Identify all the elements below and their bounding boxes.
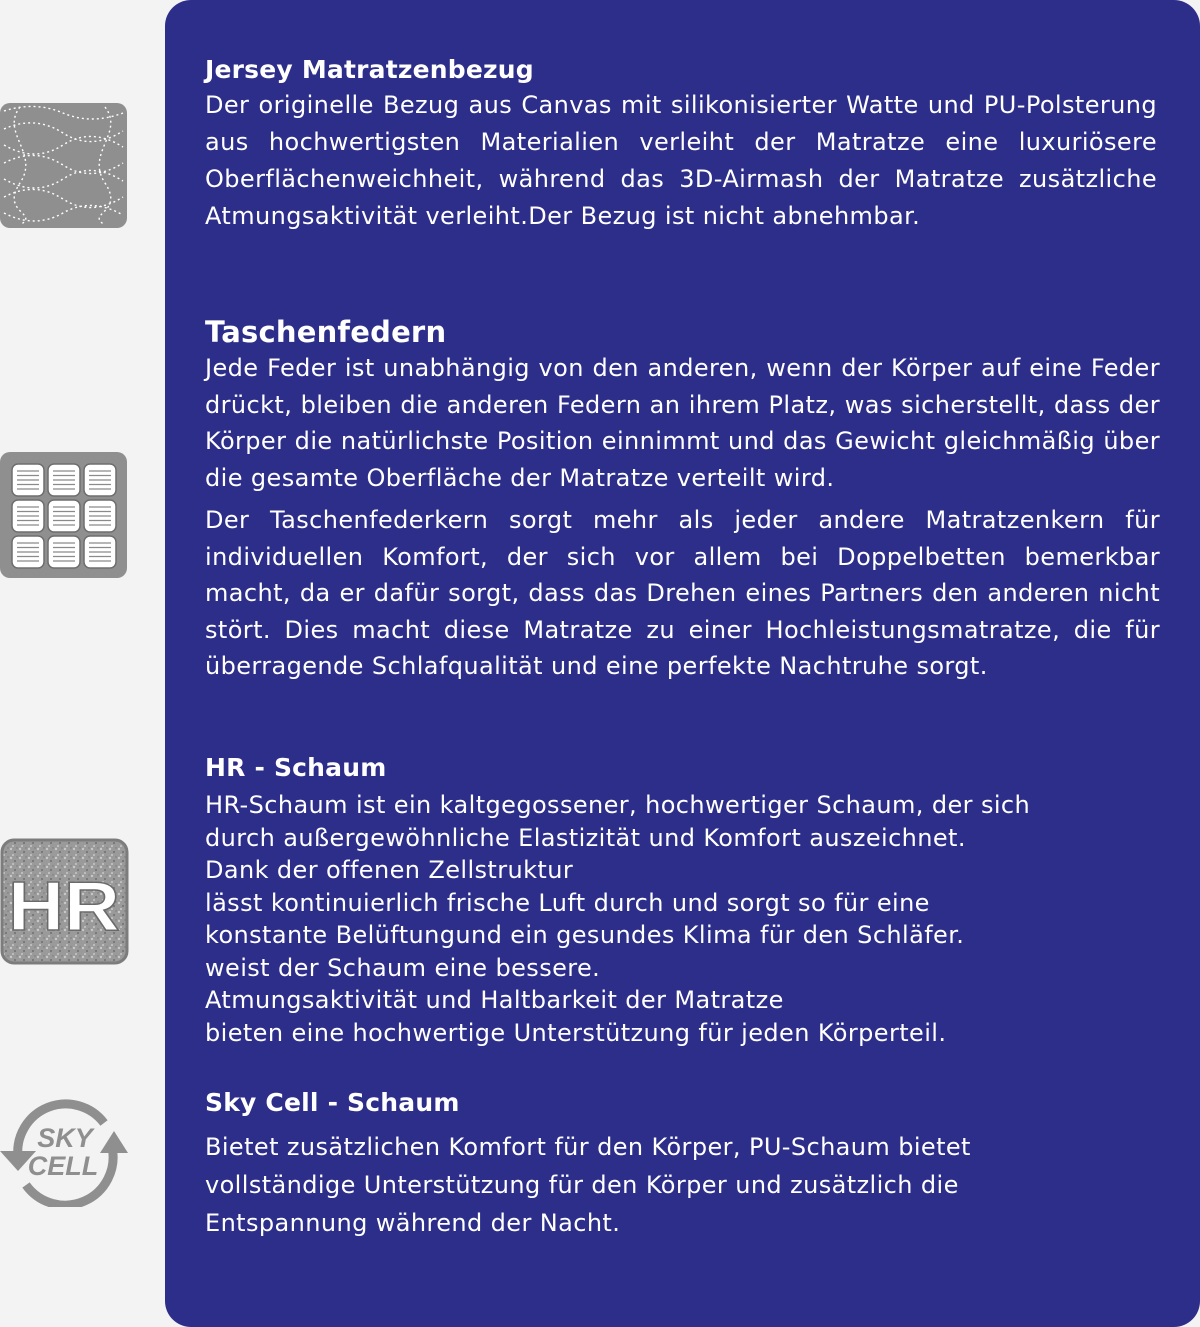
spring-cell: [12, 536, 44, 568]
text-line: lässt kontinuierlich frische Luft durch und sorgt so für eine: [205, 888, 930, 917]
hr-icon-label: HR: [8, 867, 120, 945]
section-body-hr: [205, 789, 1165, 1049]
spring-cell: [48, 500, 80, 532]
hr-foam-icon: [0, 838, 129, 965]
section-body-taschenfedern-2: Der Taschenfederkern sorgt mehr als jeder andere Matratzenkern für individuellen Komfort, der sich vor allem bei Doppelbetten bemerkbar macht, da er dafür sorgt, dass das Drehen eines Partners den anderen nicht stört. Dies macht diese Matratze zu einer Hochleistungsmatratze, die für überragende Schlafqualität und eine perfekte Nachtruhe sorgt.: [205, 506, 1160, 680]
text-line: konstante Belüftungund ein gesundes Klima für den Schläfer.: [205, 921, 965, 949]
spring-cell: [84, 536, 116, 568]
quilted-fabric-icon: [0, 103, 127, 228]
sky-cell-icon: [0, 1095, 130, 1207]
spring-cell: [48, 536, 80, 568]
sky-cell-line1: SKY: [37, 1123, 93, 1153]
text-line: Dank der offenen Zellstruktur: [205, 856, 574, 884]
text-line: bieten eine hochwertige Unterstützung für jeden Körperteil.: [205, 1018, 947, 1047]
section-body-jersey: Der originelle Bezug aus Canvas mit silikonisierter Watte und PU-Polsterung aus hochwertigsten Materialien verleiht der Matratze eine luxuriösere Oberflächenweichheit, während das 3D-Airmash der Matratze zusätzliche Atmungsaktivität verleiht.Der Bezug ist nicht abnehmbar.: [205, 91, 1157, 230]
section-hr-schaum: [205, 753, 1165, 1049]
text-line: Bietet zusätzlichen Komfort für den Körper, PU-Schaum bietet: [205, 1133, 971, 1161]
text-line: HR-Schaum ist ein kaltgegossener, hochwertiger Schaum, der sich: [205, 791, 1031, 819]
spring-cell: [12, 464, 44, 496]
section-jersey: [205, 55, 1157, 235]
spring-cell: [48, 464, 80, 496]
text-line: weist der Schaum eine bessere.: [205, 953, 601, 982]
section-title-jersey: Jersey Matratzenbezug: [205, 55, 534, 84]
pocket-springs-icon: [0, 452, 127, 578]
spring-cell: [84, 500, 116, 532]
section-taschenfedern: [205, 314, 1160, 685]
section-body-sky-cell: [205, 1128, 1165, 1242]
spring-cell: [84, 464, 116, 496]
section-title-sky-cell: Sky Cell - Schaum: [205, 1088, 460, 1117]
sky-cell-line2: CELL: [27, 1151, 99, 1181]
section-body-taschenfedern-1: Jede Feder ist unabhängig von den anderen, wenn der Körper auf eine Feder drückt, bleiben die anderen Federn an ihrem Platz, was sicherstellt, dass der Körper die natürlichste Position einnimmt und das Gewicht gleichmäßig über die gesamte Oberfläche der Matratze verteilt wird.: [205, 354, 1160, 492]
text-line: Atmungsaktivität und Haltbarkeit der Matratze: [205, 986, 784, 1014]
text-line: vollständige Unterstützung für den Körper und zusätzlich die: [205, 1171, 959, 1199]
spring-cell: [12, 500, 44, 532]
text-line: durch außergewöhnliche Elastizität und Komfort auszeichnet.: [205, 823, 966, 852]
section-title-taschenfedern: Taschenfedern: [205, 315, 447, 349]
text-line: Entspannung während der Nacht.: [205, 1209, 621, 1237]
section-sky-cell: [205, 1088, 1165, 1242]
section-title-hr: HR - Schaum: [205, 753, 387, 782]
